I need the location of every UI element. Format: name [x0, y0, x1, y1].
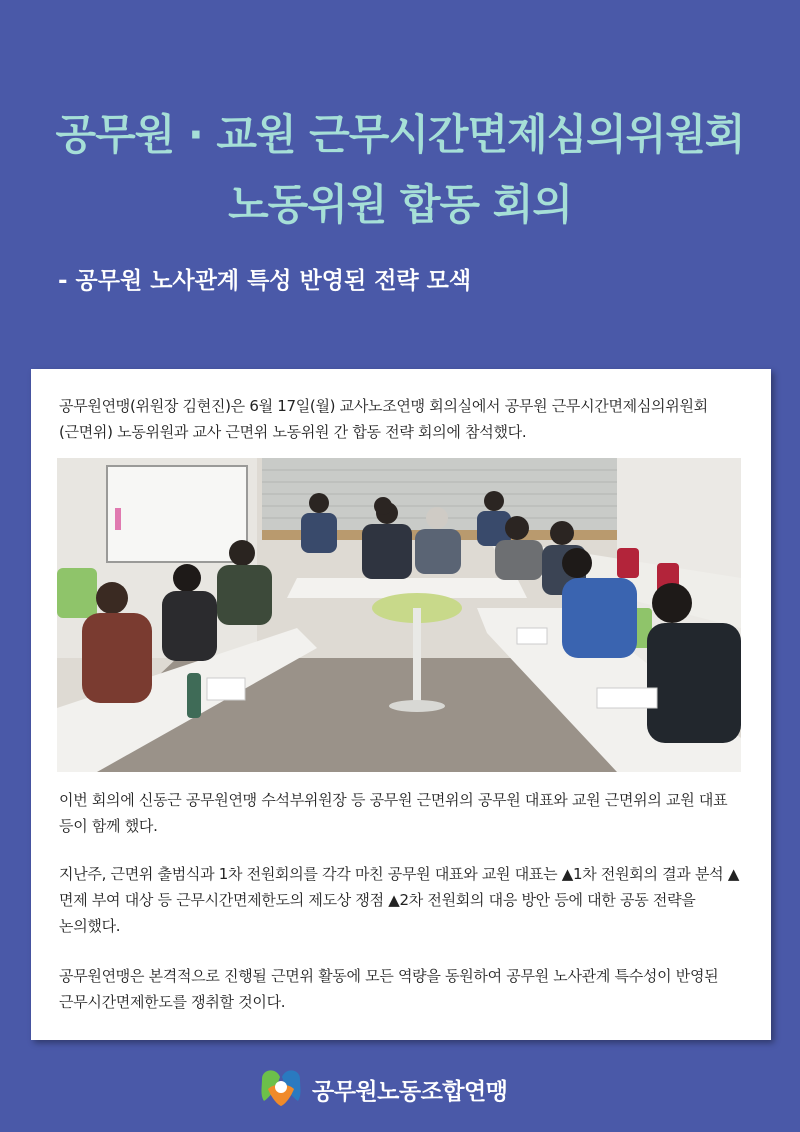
article-paragraph-4: 공무원연맹은 본격적으로 진행될 근면위 활동에 모든 역량을 동원하여 공무원 노사관계 특수성이 반영된 근무시간면제한도를 쟁취할 것이다.	[59, 967, 719, 1011]
article-paragraph-1: 공무원연맹(위원장 김현진)은 6월 17일(월) 교사노조연맹 회의실에서 공무원 근무시간면제심의위원회(근면위) 노동위원과 교사 근면위 노동위원 간 합동 전략 회의에 참석했다.	[59, 397, 708, 441]
article-paragraph-2: 이번 회의에 신동근 공무원연맹 수석부위원장 등 공무원 근면위의 공무원 대표와 교원 근면위의 교원 대표 등이 함께 했다.	[59, 791, 728, 835]
union-heart-logo-icon	[258, 1067, 304, 1111]
subtitle: - 공무원 노사관계 특성 반영된 전략 모색	[58, 268, 472, 294]
meeting-photo	[57, 458, 741, 772]
article-paragraph-3: 지난주, 근면위 출범식과 1차 전원회의를 각각 마친 공무원 대표와 교원 대표는 ▲1차 전원회의 결과 분석 ▲면제 부여 대상 등 근무시간면제한도의 제도상 쟁점 ▲2차 전원회의 대응 방안 등에 대한 공동 전략을 논의했다.	[59, 865, 740, 935]
article-card	[31, 369, 771, 1040]
footer-brand	[258, 1066, 507, 1112]
page-title	[0, 100, 800, 240]
title-line-1: 공무원 · 교원 근무시간면제심의위원회	[55, 110, 745, 159]
title-line-2: 노동위원 합동 회의	[228, 180, 572, 229]
brand-name: 공무원노동조합연맹	[312, 1078, 508, 1105]
